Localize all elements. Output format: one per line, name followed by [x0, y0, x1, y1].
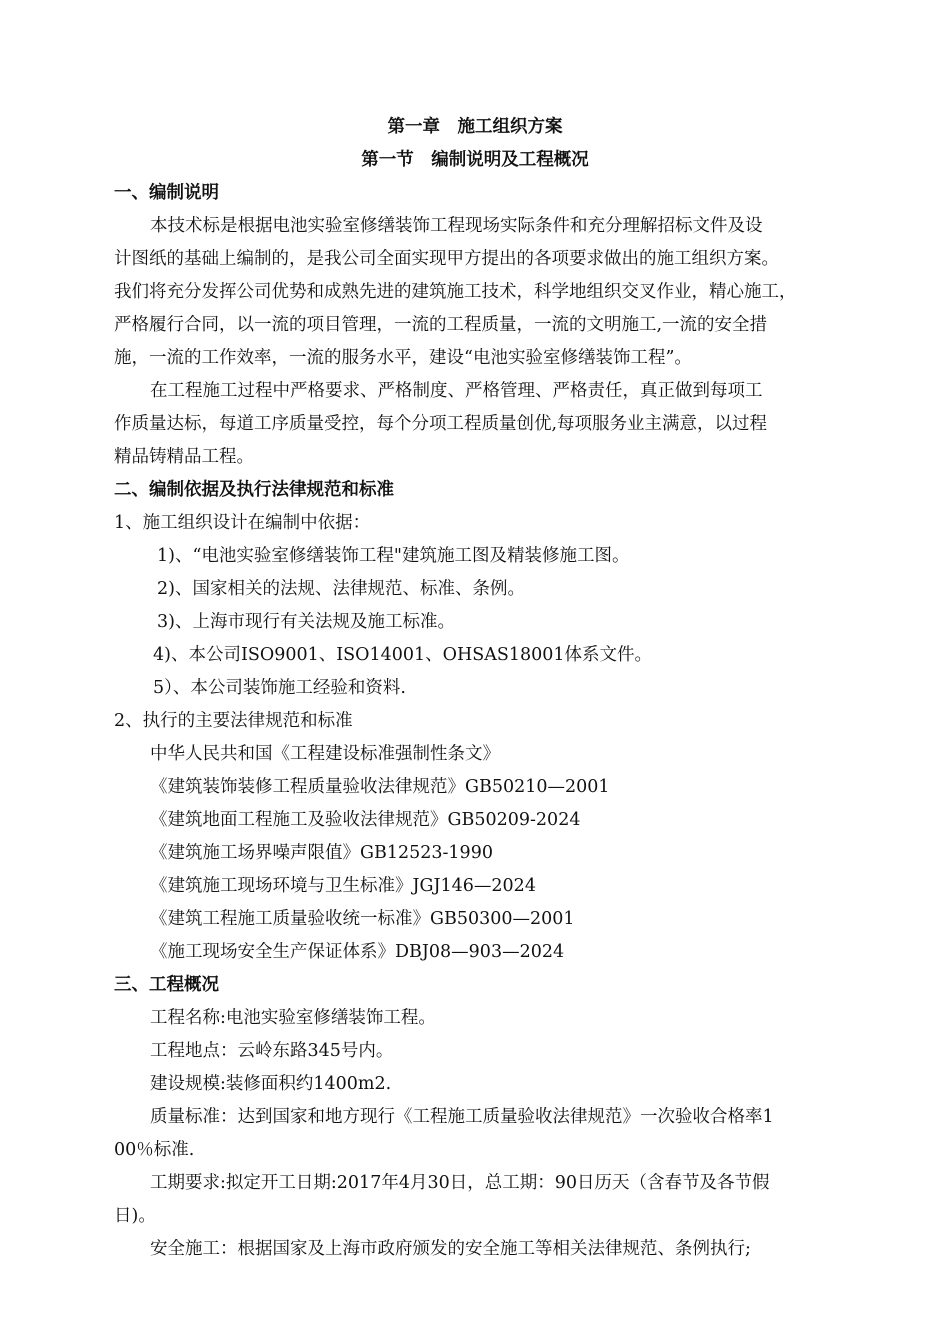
chapter-title: 第一章 施工组织方案: [387, 117, 563, 137]
overview-line: 00％标准.: [114, 1140, 195, 1160]
standard-item: 《建筑装饰装修工程质量验收法律规范》GB50210—2001: [150, 777, 610, 797]
standards-title: 2、执行的主要法律规范和标准: [114, 711, 353, 731]
paragraph-line: 严格履行合同，以一流的项目管理，一流的工程质量，一流的文明施工,一流的安全措: [114, 315, 768, 335]
basis-item: 4)、本公司ISO9001、ISO14001、OHSAS18001体系文件。: [153, 645, 653, 665]
paragraph-line: 在工程施工过程中严格要求、严格制度、严格管理、严格责任，真正做到每项工: [150, 381, 763, 401]
overview-line: 质量标准：达到国家和地方现行《工程施工质量验收法律规范》一次验收合格率1: [150, 1107, 774, 1127]
basis-item: 1)、“电池实验室修缮装饰工程"建筑施工图及精装修施工图。: [157, 546, 630, 566]
section-title: 第一节 编制说明及工程概况: [361, 150, 589, 170]
standard-item: 《建筑地面工程施工及验收法律规范》GB50209-2024: [150, 810, 581, 830]
standard-item: 《建筑工程施工质量验收统一标准》GB50300—2001: [150, 909, 575, 929]
paragraph-line: 计图纸的基础上编制的，是我公司全面实现甲方提出的各项要求做出的施工组织方案。: [114, 249, 779, 269]
basis-item: 3)、上海市现行有关法规及施工标准。: [157, 612, 455, 632]
overview-line: 安全施工：根据国家及上海市政府颁发的安全施工等相关法律规范、条例执行;: [150, 1239, 751, 1259]
paragraph-line: 作质量达标，每道工序质量受控，每个分项工程质量创优,每项服务业主满意，以过程: [114, 414, 768, 434]
standard-item: 中华人民共和国《工程建设标准强制性条文》: [150, 744, 500, 764]
heading-3: 三、工程概况: [114, 975, 219, 995]
standard-item: 《施工现场安全生产保证体系》DBJ08—903—2024: [150, 942, 565, 962]
heading-1: 一、编制说明: [114, 183, 219, 203]
basis-item: 5）、本公司装饰施工经验和资料.: [153, 678, 406, 698]
basis-item: 2)、国家相关的法规、法律规范、标准、条例。: [157, 579, 525, 599]
paragraph-line: 施，一流的工作效率，一流的服务水平，建设“电池实验室修缮装饰工程”。: [114, 348, 692, 368]
standard-item: 《建筑施工现场环境与卫生标准》JGJ146—2024: [150, 876, 536, 896]
standard-item: 《建筑施工场界噪声限值》GB12523-1990: [150, 843, 493, 863]
overview-line: 建设规模:装修面积约1400m2.: [150, 1074, 392, 1094]
overview-line: 工期要求:拟定开工日期:2017年4月30日，总工期：90日历天（含春节及各节假: [150, 1173, 770, 1193]
overview-line: 日)。: [114, 1206, 156, 1226]
paragraph-line: 精品铸精品工程。: [114, 447, 254, 467]
basis-title: 1、施工组织设计在编制中依据：: [114, 513, 371, 533]
overview-line: 工程名称:电池实验室修缮装饰工程。: [150, 1008, 436, 1028]
overview-line: 工程地点：云岭东路345号内。: [150, 1041, 394, 1061]
paragraph-line: 我们将充分发挥公司优势和成熟先进的建筑施工技术，科学地组织交叉作业，精心施工，: [114, 282, 797, 302]
heading-2: 二、编制依据及执行法律规范和标准: [114, 480, 394, 500]
paragraph-line: 本技术标是根据电池实验室修缮装饰工程现场实际条件和充分理解招标文件及设: [150, 216, 763, 236]
